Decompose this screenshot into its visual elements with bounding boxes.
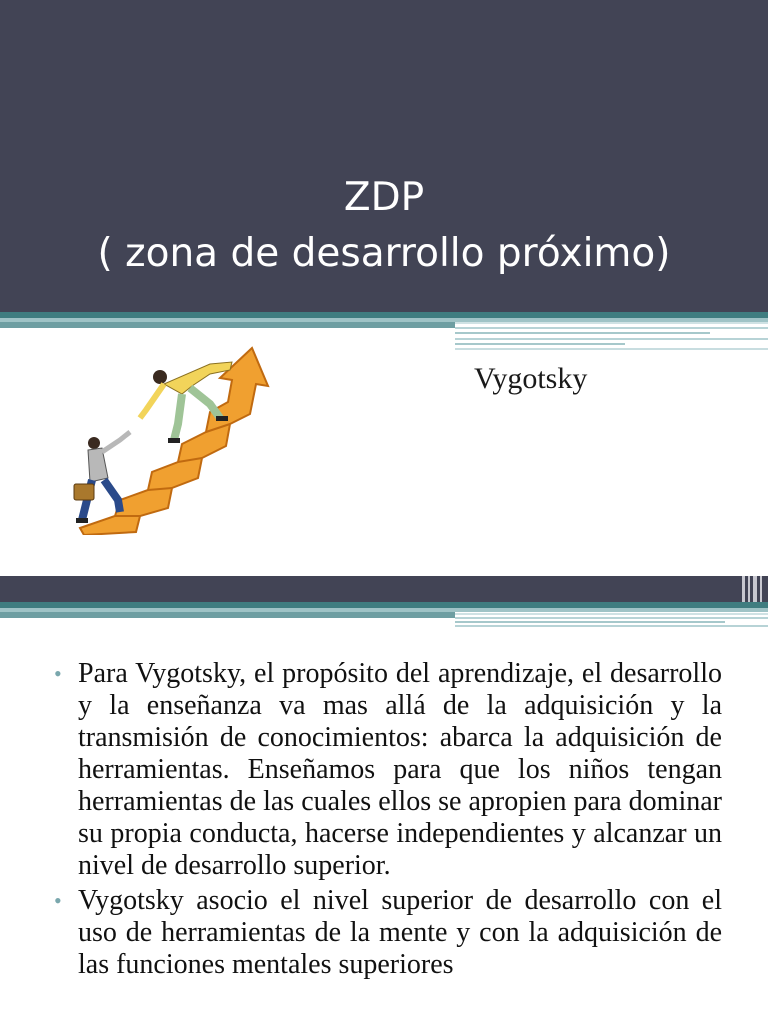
bullet-list — [52, 658, 722, 984]
list-item — [52, 885, 722, 981]
slide-title-line2: ( zona de desarrollo próximo) — [97, 231, 671, 276]
slide-title-line1: ZDP — [343, 175, 425, 220]
bullet-icon: • — [54, 661, 62, 686]
slide2-stripes-decoration — [0, 576, 768, 631]
bullet-text: Vygotsky asocio el nivel superior de desarrollo con el uso de herramientas de la mente y con la adquisición de las funciones mentales superiores — [78, 885, 722, 980]
slide1-header — [0, 0, 768, 312]
slide-subtitle: Vygotsky — [474, 362, 588, 395]
list-item — [52, 658, 722, 882]
helping-hand-stairs-arrow-icon — [60, 340, 280, 535]
bullet-icon: • — [54, 888, 62, 913]
bullet-text: Para Vygotsky, el propósito del aprendizaje, el desarrollo y la enseñanza va mas allá de la adquisición y la transmisión de conocimientos: abarca la adquisición de herramientas. Enseñamos para que los niños tengan herramientas de las cuales ellos se apropien para dominar su propia conducta, hacerse independientes y alcanzar un nivel de desarrollo superior. — [78, 658, 722, 881]
slide-title — [0, 170, 768, 282]
